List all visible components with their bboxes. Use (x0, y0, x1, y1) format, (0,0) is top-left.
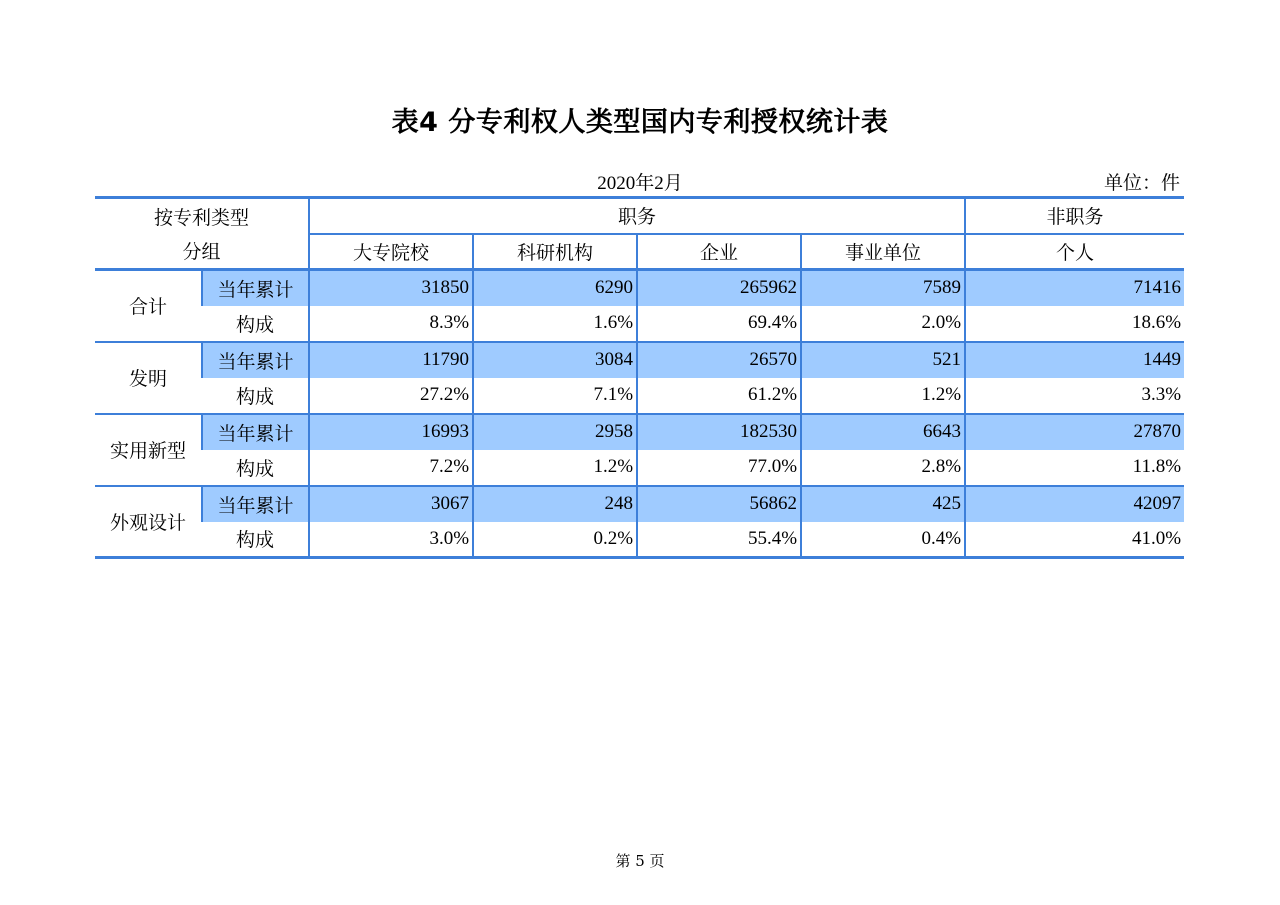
cell: 41.0% (965, 522, 1184, 558)
cell: 16993 (309, 414, 473, 450)
category-label: 实用新型 (95, 414, 202, 486)
table-row (95, 270, 1184, 306)
table-row (95, 306, 1184, 342)
row-label: 当年累计 (202, 414, 309, 450)
cell: 27.2% (309, 378, 473, 414)
table-title: 表4 分专利权人类型国内专利授权统计表 (391, 107, 889, 138)
cell: 2.8% (801, 450, 965, 486)
unit-label: 单位：件 (1103, 172, 1180, 194)
patent-stats-table (95, 196, 1184, 559)
cell: 265962 (637, 270, 801, 306)
cell: 182530 (637, 414, 801, 450)
cell: 6643 (801, 414, 965, 450)
table-row (95, 522, 1184, 558)
cell: 26570 (637, 342, 801, 378)
cell: 56862 (637, 486, 801, 522)
table-row (95, 414, 1184, 450)
col-header-enterprise: 企业 (637, 234, 801, 270)
cell: 55.4% (637, 522, 801, 558)
cell: 3.3% (965, 378, 1184, 414)
table-row (95, 486, 1184, 522)
cell: 71416 (965, 270, 1184, 306)
col-header-research: 科研机构 (473, 234, 637, 270)
cell: 1449 (965, 342, 1184, 378)
header-service: 职务 (309, 198, 965, 234)
cell: 2958 (473, 414, 637, 450)
report-date: 2020年2月 (597, 173, 683, 194)
cell: 7.1% (473, 378, 637, 414)
col-header-university: 大专院校 (309, 234, 473, 270)
category-label: 合计 (95, 270, 202, 342)
row-label: 构成 (202, 306, 309, 342)
cell: 42097 (965, 486, 1184, 522)
cell: 7589 (801, 270, 965, 306)
cell: 3067 (309, 486, 473, 522)
header-row-1 (95, 198, 1184, 234)
group-label-bottom: 分组 (95, 234, 309, 270)
col-header-institution: 事业单位 (801, 234, 965, 270)
cell: 248 (473, 486, 637, 522)
cell: 425 (801, 486, 965, 522)
category-label: 发明 (95, 342, 202, 414)
cell: 61.2% (637, 378, 801, 414)
cell: 3084 (473, 342, 637, 378)
cell: 18.6% (965, 306, 1184, 342)
cell: 7.2% (309, 450, 473, 486)
cell: 77.0% (637, 450, 801, 486)
row-label: 当年累计 (202, 342, 309, 378)
cell: 2.0% (801, 306, 965, 342)
table-row (95, 342, 1184, 378)
row-label: 当年累计 (202, 270, 309, 306)
table-row (95, 450, 1184, 486)
cell: 1.6% (473, 306, 637, 342)
cell: 11.8% (965, 450, 1184, 486)
header-non-service: 非职务 (965, 198, 1184, 234)
row-label: 构成 (236, 530, 275, 552)
cell: 31850 (309, 270, 473, 306)
row-label: 构成 (202, 450, 309, 486)
cell: 3.0% (309, 522, 473, 558)
cell: 0.4% (801, 522, 965, 558)
row-label: 构成 (202, 378, 309, 414)
row-label: 当年累计 (202, 486, 309, 522)
page-number: 第 5 页 (615, 852, 665, 870)
cell: 1.2% (473, 450, 637, 486)
cell: 6290 (473, 270, 637, 306)
header-row-2 (95, 234, 1184, 270)
group-label-top: 按专利类型 (154, 207, 250, 229)
cell: 27870 (965, 414, 1184, 450)
cell: 8.3% (309, 306, 473, 342)
cell: 0.2% (473, 522, 637, 558)
category-label: 外观设计 (95, 486, 202, 558)
cell: 521 (801, 342, 965, 378)
cell: 11790 (309, 342, 473, 378)
col-header-individual: 个人 (965, 234, 1184, 270)
table-row (95, 378, 1184, 414)
cell: 1.2% (801, 378, 965, 414)
cell: 69.4% (637, 306, 801, 342)
